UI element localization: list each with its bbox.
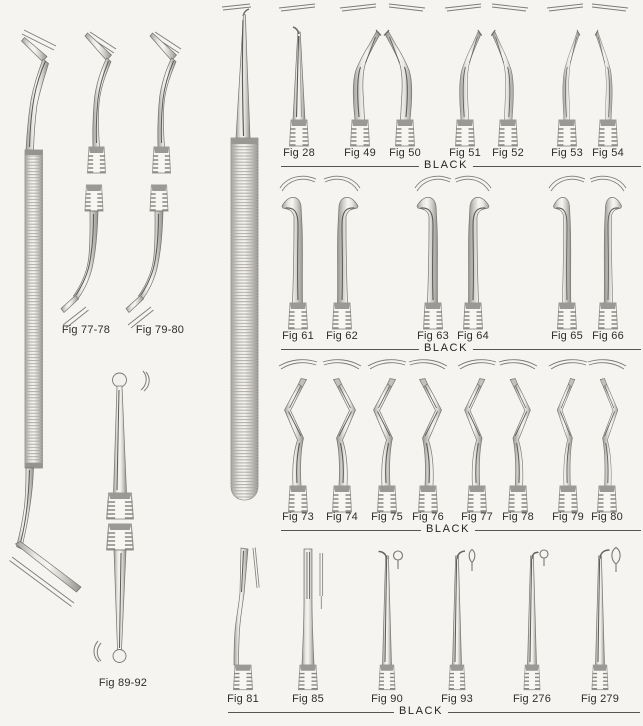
figure-label: Fig 85 xyxy=(292,693,324,705)
instrument-fig-65 xyxy=(553,197,570,303)
figure-label: Fig 54 xyxy=(592,147,624,159)
figure-label: Fig 73 xyxy=(282,511,314,523)
instrument-fig-49 xyxy=(353,30,381,120)
instrument-fig-79 xyxy=(557,379,575,487)
series-label: BLACK xyxy=(394,705,448,717)
figure-label: Fig 50 xyxy=(389,147,421,159)
instrument-fig-50 xyxy=(384,30,412,120)
series-label: BLACK xyxy=(419,159,473,171)
instrument-fig-90 xyxy=(379,551,403,665)
instrument-fig-64 xyxy=(469,197,490,303)
tip-view xyxy=(94,641,101,662)
tip-view xyxy=(222,4,251,10)
instrument-fig-76 xyxy=(420,379,442,487)
instrument-fig-85 xyxy=(302,549,323,665)
instrument-fig-28 xyxy=(293,27,305,120)
figure-label: Fig 79-80 xyxy=(135,324,185,336)
instrument-fig-78 xyxy=(510,379,530,487)
figure-label: Fig 64 xyxy=(457,330,489,342)
series-label: BLACK xyxy=(421,523,475,535)
instrument-fig-74 xyxy=(334,379,356,487)
figure-label: Fig 75 xyxy=(371,511,403,523)
instrument-fig-73 xyxy=(285,379,307,487)
figure-label: Fig 61 xyxy=(282,330,314,342)
instrument-fig-81 xyxy=(234,548,259,666)
instrument-fig-276 xyxy=(528,550,549,665)
figure-label: Fig 63 xyxy=(417,330,449,342)
figure-label: Fig 62 xyxy=(326,330,358,342)
figure-label: Fig 77 xyxy=(461,511,493,523)
instrument-fig-53 xyxy=(563,30,580,120)
instrument-fig-279 xyxy=(596,548,621,666)
figure-label: Fig 90 xyxy=(371,693,403,705)
row-2-instruments xyxy=(280,176,626,329)
instrument-fig-93 xyxy=(453,550,475,666)
ball-tip xyxy=(113,373,127,387)
instrument-fig-77 xyxy=(465,379,485,487)
instrument-fig-79-80 xyxy=(126,32,181,328)
figure-label: Fig 66 xyxy=(592,330,624,342)
figure-label: Fig 49 xyxy=(344,147,376,159)
instrument-fig-51 xyxy=(460,30,482,120)
row-4-instruments xyxy=(234,548,621,690)
figure-label: Fig 79 xyxy=(552,511,584,523)
figure-label: Fig 93 xyxy=(441,693,473,705)
figure-label: Fig 276 xyxy=(512,693,552,705)
row-3-instruments xyxy=(279,360,626,512)
instrument-fig-75 xyxy=(374,379,396,487)
instrument-fig-62 xyxy=(338,197,359,303)
figure-label: Fig 51 xyxy=(449,147,481,159)
figure-label: Fig 65 xyxy=(551,330,583,342)
row-1-instruments xyxy=(279,4,628,146)
figure-label: Fig 52 xyxy=(492,147,524,159)
tip-view xyxy=(141,371,149,391)
figure-label: Fig 80 xyxy=(591,511,623,523)
figure-label: Fig 28 xyxy=(283,147,315,159)
instrument-fig-89-92 xyxy=(94,371,149,663)
figure-label: Fig 53 xyxy=(551,147,583,159)
instrument-fig-80 xyxy=(600,379,618,487)
instrument-fig-61 xyxy=(282,197,303,303)
instrument-fig-77-78 xyxy=(61,32,116,328)
instrument-fig-54 xyxy=(595,30,612,120)
figure-label: Fig 77-78 xyxy=(61,324,111,336)
figure-label: Fig 74 xyxy=(326,511,358,523)
figure-label: Fig 279 xyxy=(580,693,620,705)
figure-label: Fig 89-92 xyxy=(98,677,148,689)
instrument-fig-63 xyxy=(417,197,438,303)
figure-label: Fig 81 xyxy=(227,693,259,705)
figure-label: Fig 76 xyxy=(412,511,444,523)
figure-label: Fig 78 xyxy=(502,511,534,523)
instrument-fig-66 xyxy=(604,197,621,303)
instrument-fig-52 xyxy=(491,30,513,120)
instrument-left-long xyxy=(10,30,82,607)
instrument-center-probe xyxy=(222,4,258,500)
ball-tip xyxy=(113,650,126,663)
series-label: BLACK xyxy=(419,342,473,354)
